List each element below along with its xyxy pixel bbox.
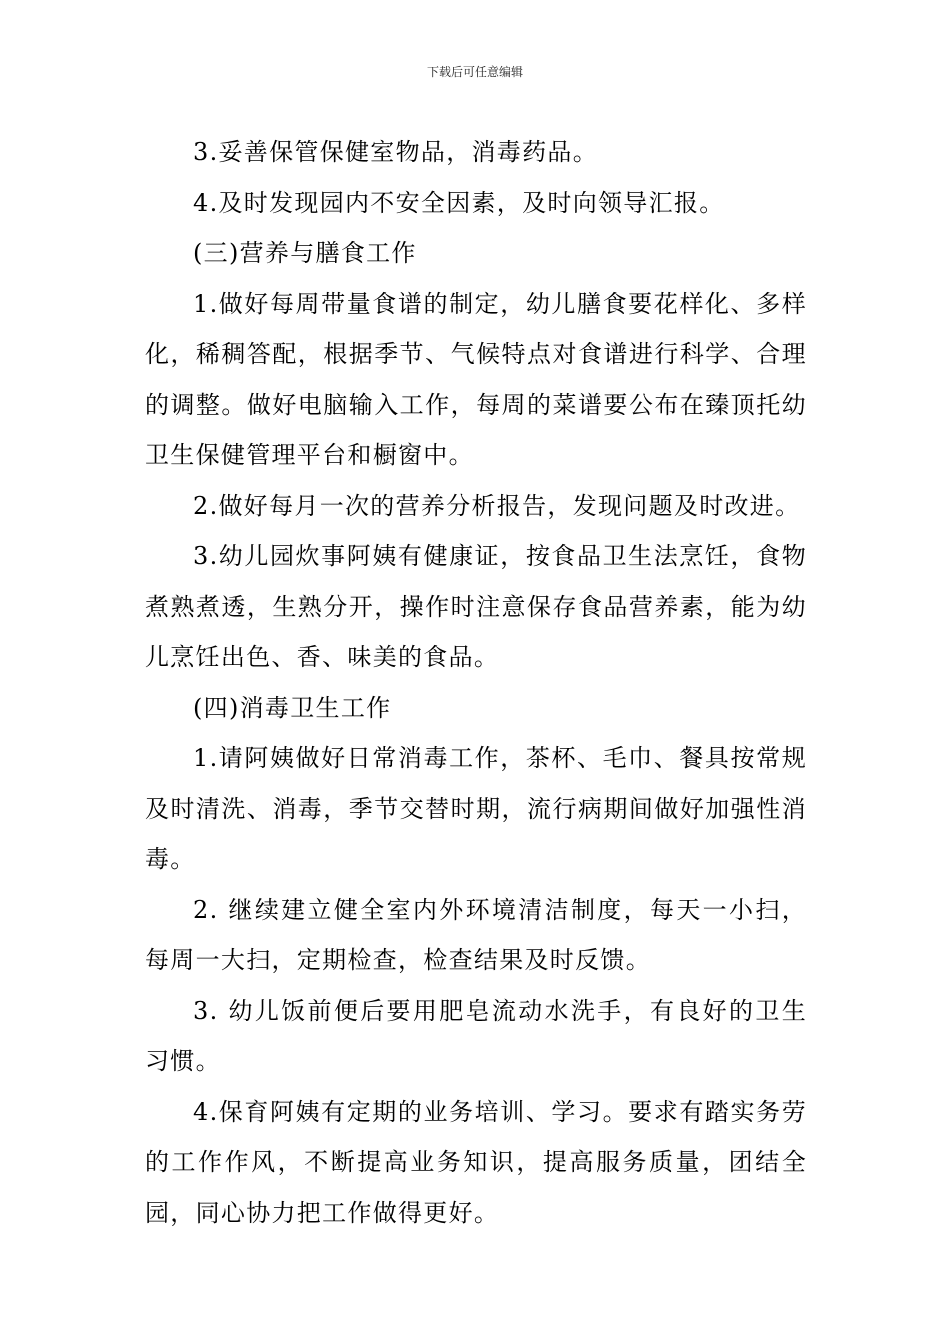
paragraph-nutrition-3: 3.幼儿园炊事阿姨有健康证，按食品卫生法烹饪，食物煮熟煮透，生熟分开，操作时注意保存食品营养素，能为幼儿烹饪出色、香、味美的食品。 [145, 542, 807, 671]
paragraph-nutrition-1: 1.做好每周带量食谱的制定，幼儿膳食要花样化、多样化，稀稠答配，根据季节、气候特点对食谱进行科学、合理的调整。做好电脑输入工作，每周的菜谱要公布在臻顶托幼卫生保健管理平台和橱窗中。 [145, 289, 807, 469]
paragraph-disinfection-4: 4.保育阿姨有定期的业务培训、学习。要求有踏实务劳的工作作风，不断提高业务知识，提高服务质量，团结全园，同心协力把工作做得更好。 [145, 1097, 807, 1227]
document-body [145, 127, 807, 1238]
section-heading-nutrition: (三)营养与膳食工作 [193, 239, 417, 267]
paragraph-item-4: 4.及时发现园内不安全因素，及时向领导汇报。 [193, 188, 725, 217]
paragraph-disinfection-1: 1.请阿姨做好日常消毒工作，茶杯、毛巾、餐具按常规及时清洗、消毒，季节交替时期，流行病期间做好加强性消毒。 [145, 744, 807, 873]
section-heading-disinfection: (四)消毒卫生工作 [193, 693, 392, 722]
page-header: 下载后可任意编辑 [426, 65, 523, 79]
paragraph-item-3: 3.妥善保管保健室物品，消毒药品。 [193, 138, 598, 166]
paragraph-nutrition-2: 2.做好每月一次的营养分析报告，发现问题及时改进。 [193, 491, 801, 520]
paragraph-disinfection-3: 3. 幼儿饭前便后要用肥皂流动水洗手，有良好的卫生习惯。 [145, 996, 807, 1075]
paragraph-disinfection-2: 2. 继续建立健全室内外环境清洁制度，每天一小扫，每周一大扫，定期检查，检查结果及时反馈。 [145, 895, 807, 974]
